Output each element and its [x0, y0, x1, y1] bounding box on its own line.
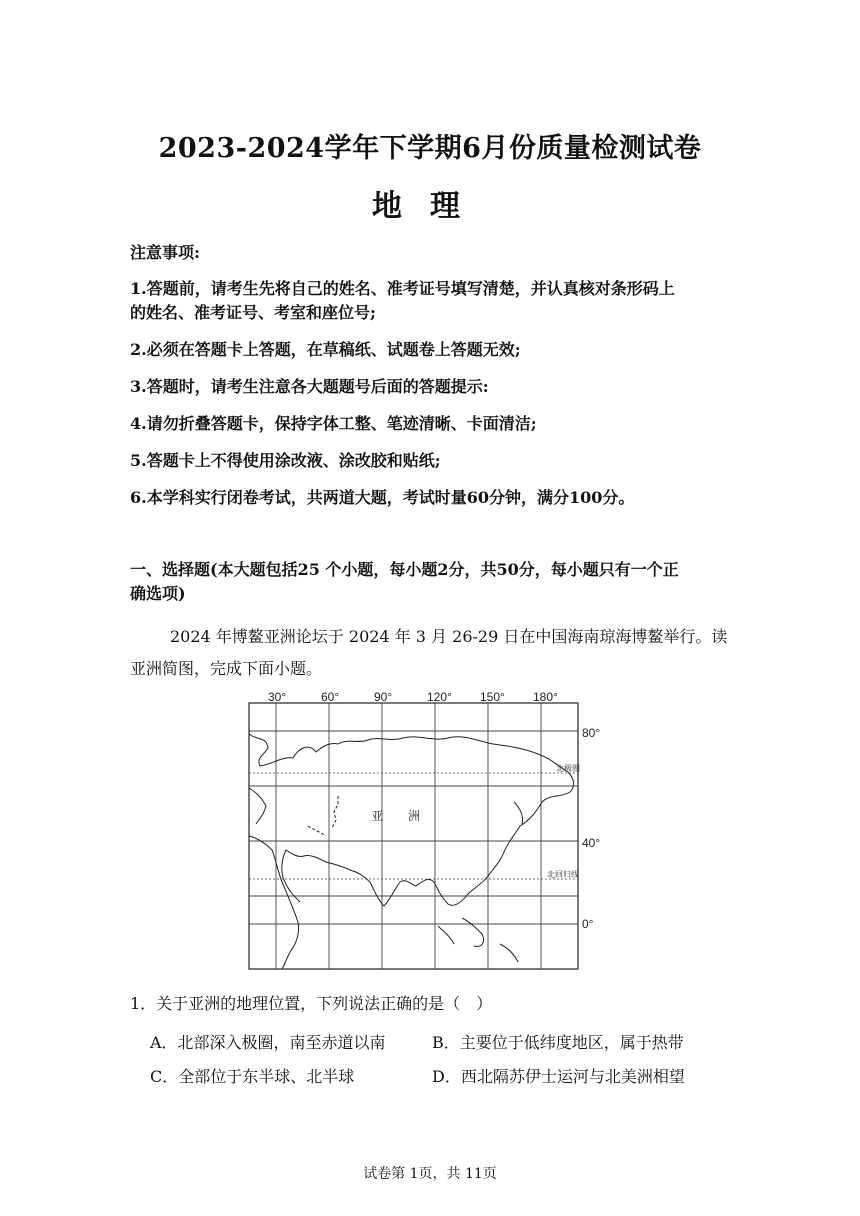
section-title-line-1: 一、选择题(本大题包括25 个小题，每小题2分，共50分，每小题只有一个正: [130, 560, 679, 579]
map-lat-label-80: 80°: [582, 726, 601, 740]
notice-item-5: 5.答题卡上不得使用涂改液、涂改胶和贴纸;: [130, 451, 441, 470]
map-lon-label-30: 30°: [268, 690, 287, 704]
map-lon-label-120: 120°: [427, 690, 452, 704]
notice-item-1-line-2: 的姓名、准考证号、考室和座位号;: [130, 303, 376, 322]
question-1-stem: 1．关于亚洲的地理位置，下列说法正确的是（ ）: [130, 994, 493, 1013]
intro-line-2: 亚洲简图，完成下面小题。: [130, 659, 323, 678]
map-lon-label-90: 90°: [374, 690, 393, 704]
page-number: 试卷第 1页，共 11页: [363, 1166, 497, 1182]
map-lon-label-150: 150°: [480, 690, 505, 704]
question-1-option-c[interactable]: C．全部位于东半球、北半球: [150, 1067, 355, 1086]
arctic-circle-label: 北极圈: [556, 764, 580, 773]
map-lat-label-40: 40°: [582, 836, 601, 850]
map-lon-label-180: 180°: [533, 690, 558, 704]
map-label-zhou: 洲: [408, 809, 421, 823]
section-title-line-2: 确选项): [130, 584, 186, 603]
question-1-option-a[interactable]: A．北部深入极圈，南至赤道以南: [150, 1033, 386, 1052]
asia-map: [238, 686, 618, 978]
notice-item-1-line-1: 1.答题前，请考生先将自己的姓名、准考证号填写清楚，并认真核对条形码上: [130, 279, 675, 298]
subject-title: 地理: [372, 189, 488, 224]
notice-item-2: 2.必须在答题卡上答题，在草稿纸、试题卷上答题无效;: [130, 340, 521, 359]
notice-heading: 注意事项:: [130, 243, 200, 262]
question-1-option-d[interactable]: D．西北隔苏伊士运河与北美洲相望: [432, 1067, 685, 1086]
intro-line-1: 2024 年博鳌亚洲论坛于 2024 年 3 月 26-29 日在中国海南琼海博鳌举行。读: [170, 627, 728, 646]
notice-item-3: 3.答题时，请考生注意各大题题号后面的答题提示:: [130, 377, 489, 396]
notice-item-6: 6.本学科实行闭卷考试，共两道大题，考试时量60分钟，满分100分。: [130, 488, 635, 507]
tropic-of-cancer-label: 北回归线: [547, 870, 579, 879]
notice-item-4: 4.请勿折叠答题卡，保持字体工整、笔迹清晰、卡面清洁;: [130, 414, 537, 433]
map-label-ya: 亚: [371, 809, 384, 823]
map-lat-label-0: 0°: [582, 917, 594, 931]
map-lon-label-60: 60°: [321, 690, 340, 704]
exam-title: 2023-2024学年下学期6月份质量检测试卷: [158, 133, 702, 164]
question-1-option-b[interactable]: B．主要位于低纬度地区，属于热带: [432, 1033, 684, 1052]
